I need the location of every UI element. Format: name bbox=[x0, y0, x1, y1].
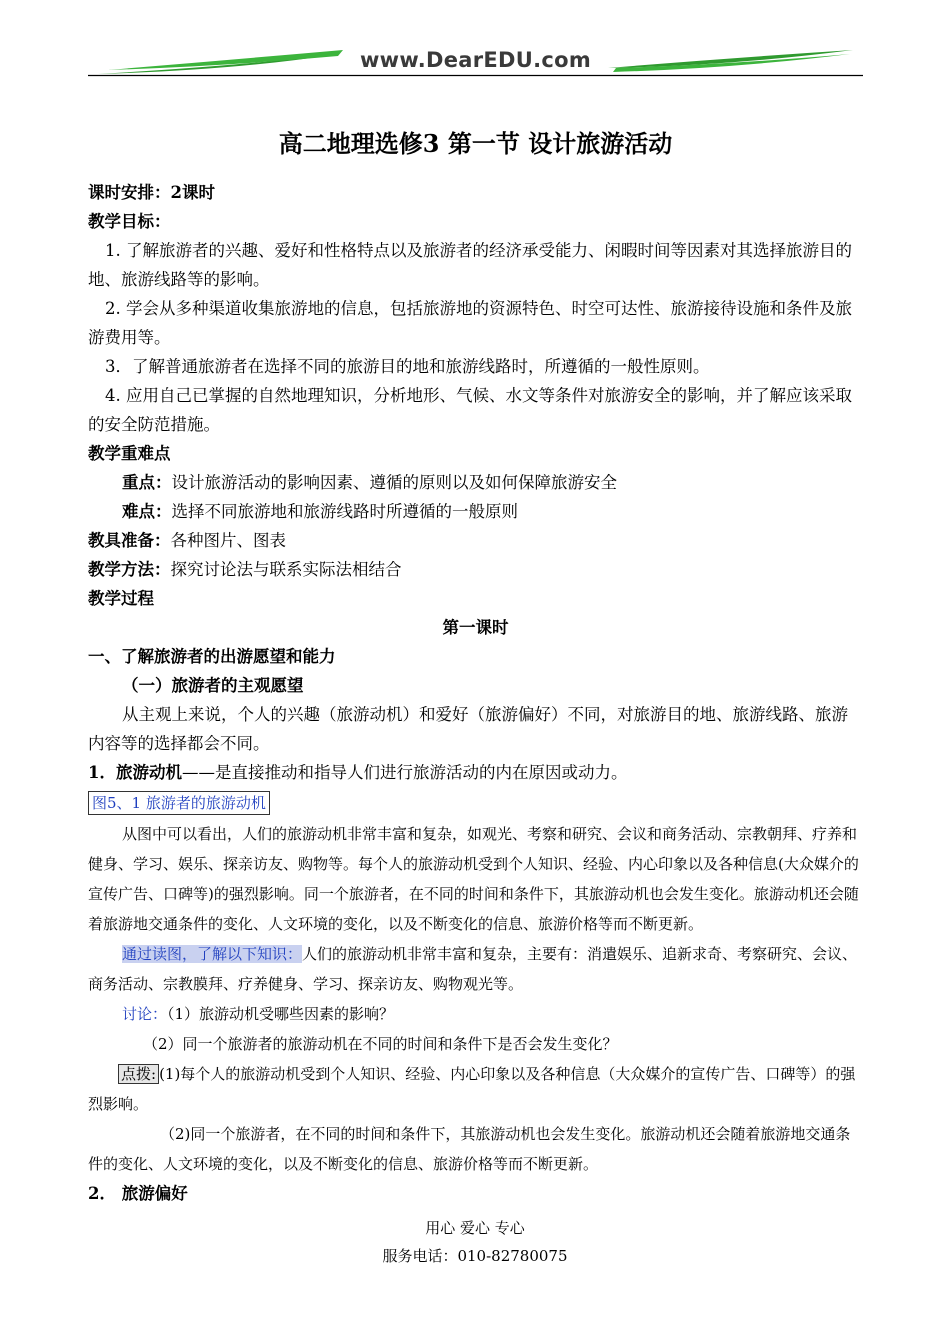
hint-line bbox=[88, 1059, 863, 1119]
lesson-hours-label: 课时安排： bbox=[88, 183, 171, 202]
objective-item: 4. 应用自己已掌握的自然地理知识，分析地形、气候、水文等条件对旅游安全的影响，并了解应该采取的安全防范措施。 bbox=[88, 386, 852, 434]
site-url[interactable]: www.DearEDU.com bbox=[359, 48, 592, 72]
methods-label: 教学方法： bbox=[88, 560, 171, 579]
tools-text: 各种图片、图表 bbox=[170, 531, 286, 550]
footer-phone: 服务电话：010-82780075 bbox=[382, 1247, 568, 1265]
site-header bbox=[88, 44, 863, 78]
motive-text: ——是直接推动和指导人们进行旅游活动的内在原因或动力。 bbox=[181, 763, 628, 782]
objectives-heading: 教学目标： bbox=[88, 212, 171, 231]
discussion-line bbox=[88, 999, 863, 1029]
paragraph: 从主观上来说，个人的兴趣（旅游动机）和爱好（旅游偏好）不同，对旅游目的地、旅游线路、旅游内容等的选择都会不同。 bbox=[88, 705, 848, 753]
difficulty-line bbox=[88, 497, 863, 526]
page-title: 高二地理选修3 第一节 设计旅游活动 bbox=[278, 129, 673, 158]
first-lesson-heading: 第一课时 bbox=[442, 618, 509, 637]
discussion-label: 讨论： bbox=[122, 1005, 168, 1023]
discussion-q1: （1）旅游动机受哪些因素的影响？ bbox=[167, 1005, 395, 1023]
hint-a2: （2)同一个旅游者，在不同的时间和条件下，其旅游动机也会发生变化。旅游动机还会随着旅游地交通条件的变化、人文环境的变化，以及不断变化的信息、旅游价格等而不断更新。 bbox=[88, 1125, 851, 1173]
focus-line bbox=[88, 468, 863, 497]
objective-item: 2. 学会从多种渠道收集旅游地的信息，包括旅游地的资源特色、时空可达性、旅游接待设施和条件及旅游费用等。 bbox=[88, 299, 852, 347]
motive-label: 1．旅游动机 bbox=[88, 763, 182, 782]
lesson-hours bbox=[88, 178, 863, 207]
reading-paragraph bbox=[88, 939, 863, 999]
motive-line bbox=[88, 758, 863, 787]
footer-slogan: 用心 爱心 专心 bbox=[425, 1219, 525, 1237]
difficulty-text: 选择不同旅游地和旅游线路时所遵循的一般原则 bbox=[171, 502, 518, 521]
objective-item: 1. 了解旅游者的兴趣、爱好和性格特点以及旅游者的经济承受能力、闲暇时间等因素对其选择旅游目的地、旅游线路等的影响。 bbox=[88, 241, 852, 289]
tools-line bbox=[88, 526, 863, 555]
objective-item: 3．了解普通旅游者在选择不同的旅游目的地和旅游线路时，所遵循的一般性原则。 bbox=[105, 357, 710, 376]
hint-a1: (1)每个人的旅游动机受到个人知识、经验、内心印象以及各种信息（大众媒介的宣传广告、口碑等）的强烈影响。 bbox=[88, 1065, 856, 1113]
paragraph: 从图中可以看出，人们的旅游动机非常丰富和复杂，如观光、考察和研究、会议和商务活动、宗教朝拜、疗养和健身、学习、娱乐、探亲访友、购物等。每个人的旅游动机受到个人知识、经验、内心印象以及各种信息(大众媒介的宣传广告、口碑等)的强烈影响。同一个旅游者，在不同的时间和条件下，其旅游动机也会发生变化。旅游动机还会随着旅游地交通条件的变化、人文环境的变化，以及不断变化的信息、旅游价格等而不断更新。 bbox=[88, 825, 859, 933]
figure-link-row bbox=[88, 787, 863, 819]
key-points-heading: 教学重难点 bbox=[88, 444, 171, 463]
lesson-hours-value: 2课时 bbox=[170, 183, 215, 202]
methods-line bbox=[88, 555, 863, 584]
difficulty-label: 难点： bbox=[122, 502, 172, 521]
document-body bbox=[88, 126, 863, 1208]
hint-label: 点拨: bbox=[118, 1064, 159, 1084]
focus-text: 设计旅游活动的影响因素、遵循的原则以及如何保障旅游安全 bbox=[171, 473, 617, 492]
tools-label: 教具准备： bbox=[88, 531, 171, 550]
focus-label: 重点： bbox=[122, 473, 172, 492]
process-heading: 教学过程 bbox=[88, 589, 154, 608]
figure-link[interactable]: 图5、1 旅游者的旅游动机 bbox=[88, 791, 270, 815]
discussion-q2: （2）同一个旅游者的旅游动机在不同的时间和条件下是否会发生变化？ bbox=[143, 1035, 618, 1053]
reading-highlight: 通过读图，了解以下知识： bbox=[122, 945, 303, 963]
reading-text: 人们的旅游动机非常丰富和复杂，主要有：消遣娱乐、追新求奇、考察研究、会议、商务活动、宗教膜拜、疗养健身、学习、探亲访友、购物观光等。 bbox=[88, 945, 858, 993]
methods-text: 探究讨论法与联系实际法相结合 bbox=[170, 560, 402, 579]
section-heading: 一、了解旅游者的出游愿望和能力 bbox=[88, 647, 336, 666]
subsection-heading: （一）旅游者的主观愿望 bbox=[122, 676, 304, 695]
preference-heading: 2． 旅游偏好 bbox=[88, 1184, 188, 1203]
